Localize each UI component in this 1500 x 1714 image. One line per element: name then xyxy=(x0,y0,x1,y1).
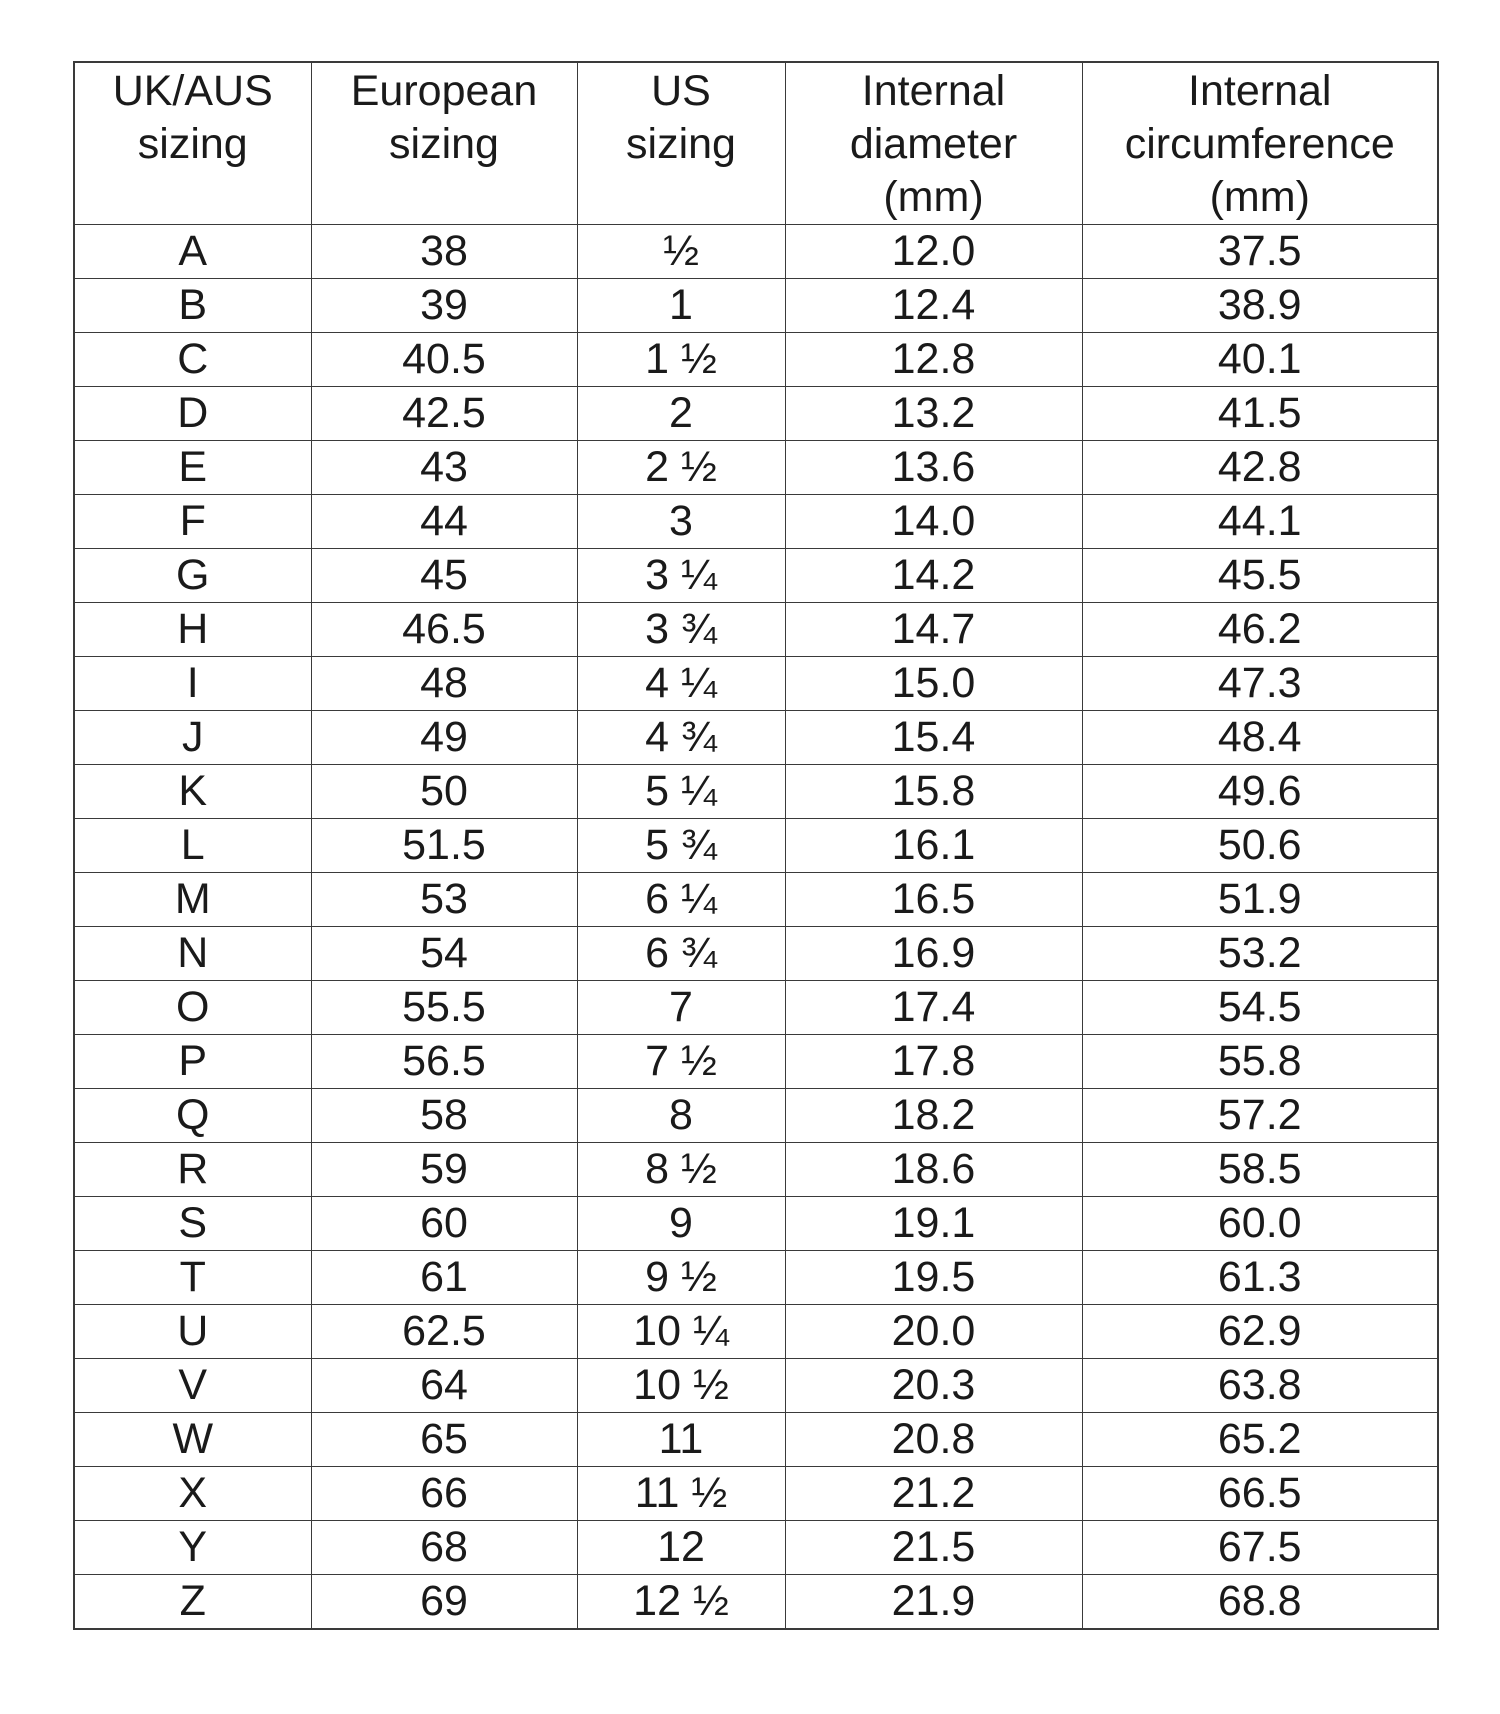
uk-aus-size-cell: D xyxy=(74,387,311,441)
table-row xyxy=(74,657,1438,711)
uk-aus-size-cell: U xyxy=(74,1305,311,1359)
internal-circumference-cell: 54.5 xyxy=(1082,981,1438,1035)
us-size-cell: 8 ½ xyxy=(577,1143,785,1197)
table-row xyxy=(74,603,1438,657)
internal-diameter-cell: 12.4 xyxy=(785,279,1082,333)
european-size-cell: 61 xyxy=(311,1251,577,1305)
internal-diameter-cell: 17.8 xyxy=(785,1035,1082,1089)
us-size-cell: 4 ¾ xyxy=(577,711,785,765)
us-size-cell: 11 ½ xyxy=(577,1467,785,1521)
table-row xyxy=(74,225,1438,279)
european-size-cell: 49 xyxy=(311,711,577,765)
european-size-cell: 40.5 xyxy=(311,333,577,387)
internal-diameter-cell: 15.4 xyxy=(785,711,1082,765)
internal-circumference-cell: 49.6 xyxy=(1082,765,1438,819)
internal-diameter-cell: 17.4 xyxy=(785,981,1082,1035)
uk-aus-size-cell: T xyxy=(74,1251,311,1305)
us-size-cell: 6 ¼ xyxy=(577,873,785,927)
us-size-cell: 3 ¼ xyxy=(577,549,785,603)
internal-circumference-cell: 50.6 xyxy=(1082,819,1438,873)
european-size-cell: 39 xyxy=(311,279,577,333)
uk-aus-size-cell: B xyxy=(74,279,311,333)
internal-diameter-cell: 13.2 xyxy=(785,387,1082,441)
us-size-cell: 12 ½ xyxy=(577,1575,785,1630)
internal-diameter-cell: 20.3 xyxy=(785,1359,1082,1413)
european-size-cell: 65 xyxy=(311,1413,577,1467)
uk-aus-size-cell: G xyxy=(74,549,311,603)
table-row xyxy=(74,1359,1438,1413)
internal-diameter-cell: 20.8 xyxy=(785,1413,1082,1467)
table-row xyxy=(74,711,1438,765)
internal-diameter-cell: 16.1 xyxy=(785,819,1082,873)
table-row xyxy=(74,1575,1438,1630)
internal-circumference-cell: 44.1 xyxy=(1082,495,1438,549)
uk-aus-size-cell: J xyxy=(74,711,311,765)
uk-aus-size-cell: O xyxy=(74,981,311,1035)
internal-circumference-cell: 66.5 xyxy=(1082,1467,1438,1521)
table-row xyxy=(74,927,1438,981)
european-size-cell: 60 xyxy=(311,1197,577,1251)
us-size-cell: 8 xyxy=(577,1089,785,1143)
internal-circumference-cell: 51.9 xyxy=(1082,873,1438,927)
us-size-cell: 7 xyxy=(577,981,785,1035)
internal-diameter-cell: 16.9 xyxy=(785,927,1082,981)
internal-diameter-cell: 14.7 xyxy=(785,603,1082,657)
header-internal-diameter: Internal diameter (mm) xyxy=(785,62,1082,225)
table-row xyxy=(74,1521,1438,1575)
uk-aus-size-cell: Y xyxy=(74,1521,311,1575)
us-size-cell: 11 xyxy=(577,1413,785,1467)
header-uk-aus-sizing: UK/AUS sizing xyxy=(74,62,311,225)
european-size-cell: 64 xyxy=(311,1359,577,1413)
uk-aus-size-cell: M xyxy=(74,873,311,927)
table-row xyxy=(74,495,1438,549)
internal-diameter-cell: 21.9 xyxy=(785,1575,1082,1630)
european-size-cell: 50 xyxy=(311,765,577,819)
table-row xyxy=(74,387,1438,441)
us-size-cell: 4 ¼ xyxy=(577,657,785,711)
internal-circumference-cell: 68.8 xyxy=(1082,1575,1438,1630)
internal-circumference-cell: 37.5 xyxy=(1082,225,1438,279)
uk-aus-size-cell: H xyxy=(74,603,311,657)
header-european-sizing: European sizing xyxy=(311,62,577,225)
table-row xyxy=(74,441,1438,495)
us-size-cell: 1 xyxy=(577,279,785,333)
internal-diameter-cell: 14.0 xyxy=(785,495,1082,549)
european-size-cell: 53 xyxy=(311,873,577,927)
uk-aus-size-cell: Z xyxy=(74,1575,311,1630)
internal-diameter-cell: 18.6 xyxy=(785,1143,1082,1197)
uk-aus-size-cell: C xyxy=(74,333,311,387)
internal-circumference-cell: 63.8 xyxy=(1082,1359,1438,1413)
uk-aus-size-cell: K xyxy=(74,765,311,819)
internal-circumference-cell: 67.5 xyxy=(1082,1521,1438,1575)
uk-aus-size-cell: W xyxy=(74,1413,311,1467)
european-size-cell: 54 xyxy=(311,927,577,981)
us-size-cell: 5 ¼ xyxy=(577,765,785,819)
table-row xyxy=(74,1197,1438,1251)
us-size-cell: 10 ¼ xyxy=(577,1305,785,1359)
internal-circumference-cell: 53.2 xyxy=(1082,927,1438,981)
header-row xyxy=(74,62,1438,225)
internal-diameter-cell: 21.5 xyxy=(785,1521,1082,1575)
table-row xyxy=(74,819,1438,873)
table-row xyxy=(74,333,1438,387)
european-size-cell: 56.5 xyxy=(311,1035,577,1089)
table-row xyxy=(74,549,1438,603)
table-row xyxy=(74,1089,1438,1143)
uk-aus-size-cell: P xyxy=(74,1035,311,1089)
us-size-cell: 6 ¾ xyxy=(577,927,785,981)
us-size-cell: 1 ½ xyxy=(577,333,785,387)
internal-diameter-cell: 16.5 xyxy=(785,873,1082,927)
internal-circumference-cell: 38.9 xyxy=(1082,279,1438,333)
uk-aus-size-cell: Q xyxy=(74,1089,311,1143)
table-row xyxy=(74,1143,1438,1197)
european-size-cell: 58 xyxy=(311,1089,577,1143)
european-size-cell: 68 xyxy=(311,1521,577,1575)
internal-diameter-cell: 15.8 xyxy=(785,765,1082,819)
table-row xyxy=(74,1035,1438,1089)
internal-diameter-cell: 13.6 xyxy=(785,441,1082,495)
internal-circumference-cell: 45.5 xyxy=(1082,549,1438,603)
internal-diameter-cell: 14.2 xyxy=(785,549,1082,603)
internal-circumference-cell: 58.5 xyxy=(1082,1143,1438,1197)
internal-circumference-cell: 48.4 xyxy=(1082,711,1438,765)
internal-diameter-cell: 18.2 xyxy=(785,1089,1082,1143)
internal-circumference-cell: 57.2 xyxy=(1082,1089,1438,1143)
internal-circumference-cell: 65.2 xyxy=(1082,1413,1438,1467)
uk-aus-size-cell: I xyxy=(74,657,311,711)
internal-diameter-cell: 21.2 xyxy=(785,1467,1082,1521)
european-size-cell: 62.5 xyxy=(311,1305,577,1359)
european-size-cell: 43 xyxy=(311,441,577,495)
internal-circumference-cell: 47.3 xyxy=(1082,657,1438,711)
european-size-cell: 48 xyxy=(311,657,577,711)
us-size-cell: 9 ½ xyxy=(577,1251,785,1305)
uk-aus-size-cell: S xyxy=(74,1197,311,1251)
internal-circumference-cell: 40.1 xyxy=(1082,333,1438,387)
table-row xyxy=(74,981,1438,1035)
uk-aus-size-cell: F xyxy=(74,495,311,549)
internal-diameter-cell: 20.0 xyxy=(785,1305,1082,1359)
us-size-cell: 12 xyxy=(577,1521,785,1575)
us-size-cell: 3 ¾ xyxy=(577,603,785,657)
european-size-cell: 59 xyxy=(311,1143,577,1197)
uk-aus-size-cell: V xyxy=(74,1359,311,1413)
us-size-cell: 5 ¾ xyxy=(577,819,785,873)
internal-diameter-cell: 12.0 xyxy=(785,225,1082,279)
internal-circumference-cell: 60.0 xyxy=(1082,1197,1438,1251)
european-size-cell: 55.5 xyxy=(311,981,577,1035)
uk-aus-size-cell: E xyxy=(74,441,311,495)
header-internal-circumference: Internal circumference (mm) xyxy=(1082,62,1438,225)
internal-circumference-cell: 41.5 xyxy=(1082,387,1438,441)
table-row xyxy=(74,1413,1438,1467)
ring-size-table xyxy=(73,61,1439,1630)
table-row xyxy=(74,279,1438,333)
table-row xyxy=(74,1305,1438,1359)
us-size-cell: 3 xyxy=(577,495,785,549)
us-size-cell: 7 ½ xyxy=(577,1035,785,1089)
european-size-cell: 44 xyxy=(311,495,577,549)
european-size-cell: 38 xyxy=(311,225,577,279)
european-size-cell: 45 xyxy=(311,549,577,603)
internal-circumference-cell: 46.2 xyxy=(1082,603,1438,657)
us-size-cell: ½ xyxy=(577,225,785,279)
european-size-cell: 42.5 xyxy=(311,387,577,441)
table-body xyxy=(74,225,1438,1630)
internal-diameter-cell: 19.1 xyxy=(785,1197,1082,1251)
uk-aus-size-cell: N xyxy=(74,927,311,981)
us-size-cell: 2 xyxy=(577,387,785,441)
european-size-cell: 46.5 xyxy=(311,603,577,657)
european-size-cell: 66 xyxy=(311,1467,577,1521)
internal-diameter-cell: 12.8 xyxy=(785,333,1082,387)
table-row xyxy=(74,1467,1438,1521)
european-size-cell: 69 xyxy=(311,1575,577,1630)
european-size-cell: 51.5 xyxy=(311,819,577,873)
us-size-cell: 2 ½ xyxy=(577,441,785,495)
internal-circumference-cell: 62.9 xyxy=(1082,1305,1438,1359)
uk-aus-size-cell: R xyxy=(74,1143,311,1197)
us-size-cell: 10 ½ xyxy=(577,1359,785,1413)
table-row xyxy=(74,765,1438,819)
us-size-cell: 9 xyxy=(577,1197,785,1251)
internal-circumference-cell: 61.3 xyxy=(1082,1251,1438,1305)
internal-circumference-cell: 42.8 xyxy=(1082,441,1438,495)
internal-circumference-cell: 55.8 xyxy=(1082,1035,1438,1089)
uk-aus-size-cell: L xyxy=(74,819,311,873)
table-row xyxy=(74,873,1438,927)
internal-diameter-cell: 15.0 xyxy=(785,657,1082,711)
uk-aus-size-cell: X xyxy=(74,1467,311,1521)
internal-diameter-cell: 19.5 xyxy=(785,1251,1082,1305)
header-us-sizing: US sizing xyxy=(577,62,785,225)
uk-aus-size-cell: A xyxy=(74,225,311,279)
table-row xyxy=(74,1251,1438,1305)
